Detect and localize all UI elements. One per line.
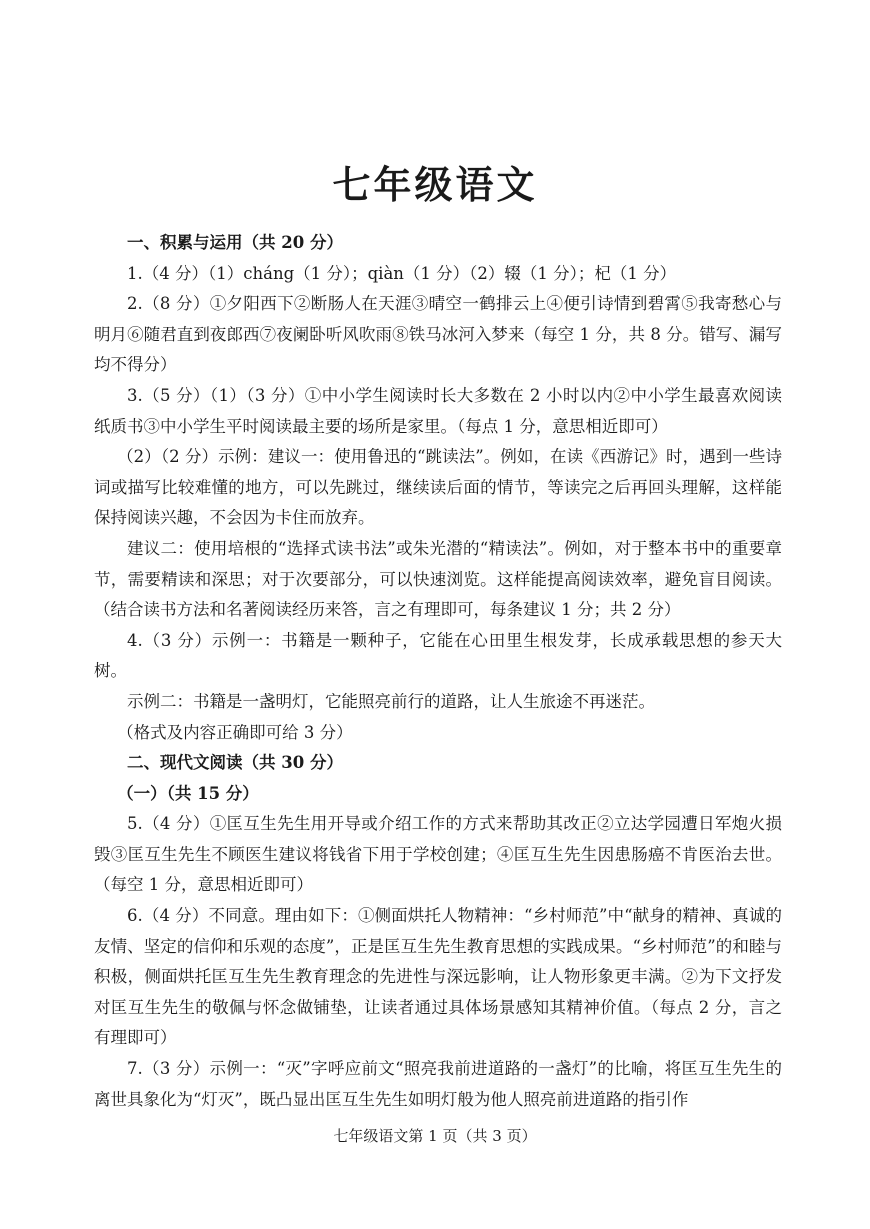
section-1-heading: 一、积累与运用（共 20 分） xyxy=(127,233,343,252)
page-title: 七年级语文 xyxy=(332,163,538,207)
question-3-suggestion-2: 建议二：使用培根的“选择式读书法”或朱光潜的“精读法”。例如，对于整本书中的重要章节，需要精读和深思；对于次要部分，可以快速浏览。这样能提高阅读效率，避免盲目阅读。（结合读书方法和名著阅读经历来答，言之有理即可，每条建议 1 分；共 2 分） xyxy=(94,538,782,620)
question-7-answer: 7.（3 分）示例一：“灭”字呼应前文“照亮我前进道路的一盏灯”的比喻，将匡互生先生的离世具象化为“灯灭”，既凸显出匡互生先生如明灯般为他人照亮前进道路的指引作 xyxy=(94,1059,782,1109)
question-4-example-1: 4.（3 分）示例一：书籍是一颗种子，它能在心田里生根发芽，长成承载思想的参天大树。 xyxy=(94,630,782,681)
question-2-answer: 2.（8 分）①夕阳西下②断肠人在天涯③晴空一鹤排云上④便引诗情到碧霄⑤我寄愁心与明月⑥随君直到夜郎西⑦夜阑卧听风吹雨⑧铁马冰河入梦来（每空 1 分，共 8 分。错写、漏写均不得分） xyxy=(94,294,782,375)
question-1-answer: 1.（4 分）（1）cháng（1 分）；qiàn（1 分）（2）辍（1 分）；杞（1 分） xyxy=(127,263,677,283)
question-3-part-2-answer: （2）（2 分）示例：建议一：使用鲁迅的“跳读法”。例如，在读《西游记》时，遇到一些诗词或描写比较难懂的地方，可以先跳过，继续读后面的情节，等读完之后再回头理解，这样能保持阅读兴趣，不会因为卡住而放弃。 xyxy=(94,447,782,528)
question-4-note: （格式及内容正确即可给 3 分） xyxy=(117,722,353,742)
answer-content xyxy=(94,228,782,1115)
question-6-answer: 6.（4 分）不同意。理由如下：①侧面烘托人物精神：“乡村师范”中“献身的精神、真诚的友情、坚定的信仰和乐观的态度”，正是匡互生先生教育思想的实践成果。“乡村师范”的和睦与积极，侧面烘托匡互生先生教育理念的先进性与深远影响，让人物形象更丰满。②为下文抒发对匡互生先生的敬佩与怀念做铺垫，让读者通过具体场景感知其精神价值。（每点 2 分，言之有理即可） xyxy=(94,906,782,1048)
question-4-example-2: 示例二：书籍是一盏明灯，它能照亮前行的道路，让人生旅途不再迷茫。 xyxy=(127,691,655,711)
section-2-subheading: （一）（共 15 分） xyxy=(117,783,259,803)
page-footer: 七年级语文第 1 页（共 3 页） xyxy=(333,1127,537,1145)
question-5-answer: 5.（4 分）①匡互生先生用开导或介绍工作的方式来帮助其改正②立达学园遭日军炮火损毁③匡互生先生不顾医生建议将钱省下用于学校创建；④匡互生先生因患肠癌不肯医治去世。（每空 1 分，意思相近即可） xyxy=(94,814,782,895)
section-2-heading: 二、现代文阅读（共 30 分） xyxy=(127,753,343,773)
question-3-part-1-answer: 3.（5 分）（1）（3 分）①中小学生阅读时长大多数在 2 小时以内②中小学生最喜欢阅读纸质书③中小学生平时阅读最主要的场所是家里。（每点 1 分，意思相近即可） xyxy=(94,385,782,436)
